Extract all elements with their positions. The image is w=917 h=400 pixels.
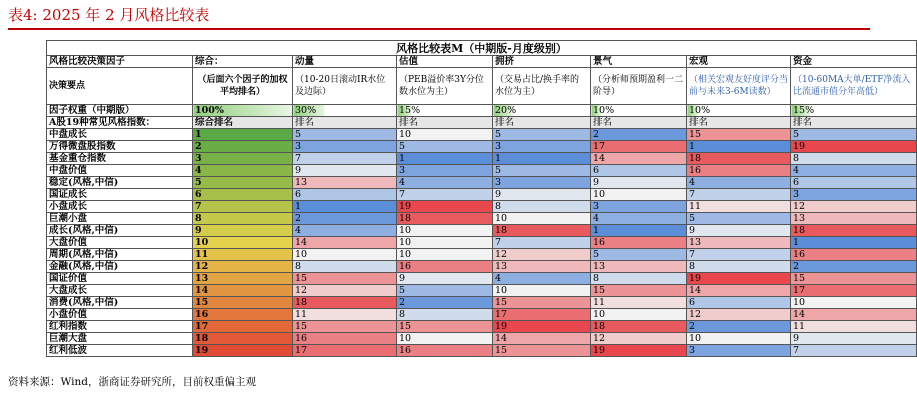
factor-rank-cell: 8 <box>493 201 591 213</box>
factor-rank-cell: 6 <box>791 177 917 189</box>
factor-rank-cell: 5 <box>493 129 591 141</box>
source-note: 资料来源：Wind，浙商证券研究所，目前权重偏主观 <box>8 376 256 388</box>
factor-rank-cell: 9 <box>591 177 687 189</box>
factor-rank-cell: 1 <box>791 237 917 249</box>
decision-point: （后面六个因子的加权平均排名） <box>193 68 293 105</box>
factor-rank-cell: 16 <box>791 249 917 261</box>
composite-rank-cell: 3 <box>193 153 293 165</box>
table-row <box>47 321 917 333</box>
column-header: 拥挤 <box>493 56 591 68</box>
factor-rank-cell: 9 <box>293 165 397 177</box>
factor-weight: 10% <box>591 105 687 117</box>
factor-rank-cell: 7 <box>493 237 591 249</box>
factor-rank-cell: 4 <box>493 273 591 285</box>
factor-rank-cell: 17 <box>791 285 917 297</box>
factor-rank-cell: 18 <box>791 225 917 237</box>
weight-label: 因子权重（中期版） <box>47 105 193 117</box>
factor-rank-cell: 16 <box>687 165 791 177</box>
style-index-name: 大盘成长 <box>47 285 193 297</box>
factor-rank-cell: 15 <box>293 321 397 333</box>
factor-rank-cell: 8 <box>591 273 687 285</box>
factor-rank-cell: 10 <box>493 213 591 225</box>
factor-rank-cell: 2 <box>293 213 397 225</box>
composite-rank-cell: 15 <box>193 297 293 309</box>
style-index-name: 小盘价值 <box>47 309 193 321</box>
table-row <box>47 129 917 141</box>
factor-rank-cell: 9 <box>397 273 493 285</box>
caption-rule <box>8 28 870 30</box>
rank-header: 排名 <box>293 117 397 129</box>
factor-rank-cell: 5 <box>687 213 791 225</box>
factor-rank-cell: 9 <box>493 189 591 201</box>
factor-rank-cell: 7 <box>293 153 397 165</box>
composite-rank-cell: 17 <box>193 321 293 333</box>
factor-rank-cell: 19 <box>791 141 917 153</box>
factor-rank-cell: 11 <box>687 201 791 213</box>
composite-rank-cell: 16 <box>193 309 293 321</box>
rank-header: 综合排名 <box>193 117 293 129</box>
factor-rank-cell: 9 <box>791 333 917 345</box>
factor-rank-cell: 15 <box>687 129 791 141</box>
factor-rank-cell: 4 <box>791 165 917 177</box>
factor-rank-cell: 5 <box>493 165 591 177</box>
factor-rank-cell: 4 <box>293 225 397 237</box>
style-index-name: 金融(风格,中信) <box>47 261 193 273</box>
style-index-name: 国证价值 <box>47 273 193 285</box>
factor-rank-cell: 10 <box>687 333 791 345</box>
decision-point: （PEB溢价率3Y分位数水位为主） <box>397 68 493 105</box>
factor-rank-cell: 8 <box>397 309 493 321</box>
style-index-name: 周期(风格,中信) <box>47 249 193 261</box>
column-header: 综合： <box>193 56 293 68</box>
composite-rank-cell: 11 <box>193 249 293 261</box>
decision-label: 决策要点 <box>47 68 193 105</box>
factor-rank-cell: 9 <box>687 225 791 237</box>
column-header: 资金 <box>791 56 917 68</box>
factor-rank-cell: 15 <box>397 321 493 333</box>
factor-rank-cell: 8 <box>791 153 917 165</box>
factor-rank-cell: 2 <box>791 261 917 273</box>
factor-rank-cell: 15 <box>293 273 397 285</box>
table-row <box>47 213 917 225</box>
table-row <box>47 177 917 189</box>
factor-rank-cell: 15 <box>493 297 591 309</box>
factor-rank-cell: 13 <box>293 177 397 189</box>
factor-rank-cell: 10 <box>293 249 397 261</box>
decision-point: （分析师预期盈利一二阶导） <box>591 68 687 105</box>
table-row <box>47 345 917 357</box>
factor-rank-cell: 10 <box>397 249 493 261</box>
factor-rank-cell: 14 <box>791 309 917 321</box>
table-row <box>47 225 917 237</box>
factor-rank-cell: 15 <box>791 273 917 285</box>
factor-rank-cell: 15 <box>493 345 591 357</box>
factor-rank-cell: 1 <box>397 153 493 165</box>
column-header: 估值 <box>397 56 493 68</box>
factor-rank-cell: 4 <box>687 177 791 189</box>
style-index-name: 红利指数 <box>47 321 193 333</box>
factor-rank-cell: 10 <box>591 309 687 321</box>
factor-weight: 20% <box>493 105 591 117</box>
factor-rank-cell: 2 <box>397 297 493 309</box>
rank-header: 排名 <box>791 117 917 129</box>
decision-point: （10-60MA大单/ETF净流入比流通市值分年高低） <box>791 68 917 105</box>
factor-rank-cell: 1 <box>493 153 591 165</box>
composite-rank-cell: 7 <box>193 201 293 213</box>
factor-rank-cell: 18 <box>293 297 397 309</box>
factor-rank-cell: 10 <box>397 129 493 141</box>
factor-rank-cell: 6 <box>687 297 791 309</box>
factor-rank-cell: 3 <box>493 177 591 189</box>
factor-rank-cell: 13 <box>687 237 791 249</box>
style-index-name: 稳定(风格,中信) <box>47 177 193 189</box>
factor-rank-cell: 3 <box>687 345 791 357</box>
style-index-name: 大盘价值 <box>47 237 193 249</box>
table-row <box>47 297 917 309</box>
style-index-name: 成长(风格,中信) <box>47 225 193 237</box>
table-row <box>47 141 917 153</box>
table-row <box>47 237 917 249</box>
factor-rank-cell: 7 <box>397 189 493 201</box>
table-row <box>47 261 917 273</box>
table-caption: 表4: 2025 年 2 月风格比较表 <box>8 6 210 24</box>
factor-rank-cell: 13 <box>591 261 687 273</box>
factor-rank-cell: 14 <box>687 285 791 297</box>
factor-rank-cell: 13 <box>493 261 591 273</box>
factor-weight: 15% <box>397 105 493 117</box>
style-index-name: 基金重仓指数 <box>47 153 193 165</box>
factor-rank-cell: 2 <box>687 321 791 333</box>
table-row <box>47 153 917 165</box>
factor-rank-cell: 8 <box>687 261 791 273</box>
factor-rank-cell: 12 <box>687 309 791 321</box>
composite-rank-cell: 13 <box>193 273 293 285</box>
factor-weight: 15% <box>791 105 917 117</box>
composite-rank-cell: 2 <box>193 141 293 153</box>
style-index-name: 巨潮小盘 <box>47 213 193 225</box>
factor-rank-cell: 10 <box>791 297 917 309</box>
factor-rank-cell: 4 <box>397 177 493 189</box>
factor-rank-cell: 10 <box>397 225 493 237</box>
column-header: 风格比较决策因子 <box>47 56 193 68</box>
factor-rank-cell: 3 <box>293 141 397 153</box>
factor-rank-cell: 14 <box>293 237 397 249</box>
factor-rank-cell: 16 <box>397 261 493 273</box>
style-index-name: 国证成长 <box>47 189 193 201</box>
style-comparison-table <box>46 40 917 357</box>
table-row <box>47 249 917 261</box>
composite-rank-cell: 8 <box>193 213 293 225</box>
factor-rank-cell: 11 <box>591 297 687 309</box>
factor-rank-cell: 5 <box>293 129 397 141</box>
factor-rank-cell: 17 <box>493 309 591 321</box>
table-row <box>47 165 917 177</box>
factor-rank-cell: 17 <box>591 141 687 153</box>
composite-rank-cell: 12 <box>193 261 293 273</box>
factor-rank-cell: 16 <box>293 333 397 345</box>
composite-rank-cell: 14 <box>193 285 293 297</box>
table-row <box>47 273 917 285</box>
factor-rank-cell: 18 <box>591 321 687 333</box>
index-header: A股19种常见风格指数： <box>47 117 193 129</box>
factor-weight: 30% <box>293 105 397 117</box>
factor-rank-cell: 15 <box>591 285 687 297</box>
factor-rank-cell: 1 <box>591 225 687 237</box>
decision-point: （交易占比/换手率的水位为主） <box>493 68 591 105</box>
factor-rank-cell: 18 <box>397 213 493 225</box>
factor-rank-cell: 3 <box>397 165 493 177</box>
composite-rank-cell: 10 <box>193 237 293 249</box>
style-index-name: 巨潮大盘 <box>47 333 193 345</box>
factor-rank-cell: 12 <box>293 285 397 297</box>
factor-rank-cell: 19 <box>493 321 591 333</box>
factor-rank-cell: 18 <box>493 225 591 237</box>
factor-rank-cell: 10 <box>397 333 493 345</box>
factor-rank-cell: 4 <box>591 213 687 225</box>
factor-rank-cell: 3 <box>493 141 591 153</box>
decision-point: （相关宏观友好度评分当前与未来3-6M读数） <box>687 68 791 105</box>
table-row <box>47 285 917 297</box>
factor-rank-cell: 10 <box>591 189 687 201</box>
factor-rank-cell: 7 <box>791 345 917 357</box>
factor-rank-cell: 12 <box>791 201 917 213</box>
factor-rank-cell: 5 <box>791 129 917 141</box>
factor-rank-cell: 19 <box>687 273 791 285</box>
table-title: 风格比较表M（中期版-月度级别） <box>47 41 917 56</box>
factor-rank-cell: 19 <box>591 345 687 357</box>
factor-rank-cell: 5 <box>397 141 493 153</box>
composite-rank-cell: 18 <box>193 333 293 345</box>
factor-rank-cell: 6 <box>591 165 687 177</box>
table-row <box>47 333 917 345</box>
factor-rank-cell: 1 <box>687 141 791 153</box>
style-index-name: 红利低波 <box>47 345 193 357</box>
factor-rank-cell: 12 <box>493 249 591 261</box>
factor-rank-cell: 7 <box>687 189 791 201</box>
style-index-name: 中盘成长 <box>47 129 193 141</box>
factor-rank-cell: 17 <box>293 345 397 357</box>
factor-rank-cell: 14 <box>493 333 591 345</box>
factor-weight: 10% <box>687 105 791 117</box>
factor-rank-cell: 2 <box>591 129 687 141</box>
composite-rank-cell: 9 <box>193 225 293 237</box>
rank-header: 排名 <box>687 117 791 129</box>
table-row <box>47 201 917 213</box>
rank-header: 排名 <box>591 117 687 129</box>
factor-rank-cell: 16 <box>591 237 687 249</box>
factor-rank-cell: 14 <box>591 153 687 165</box>
column-header: 宏观 <box>687 56 791 68</box>
factor-rank-cell: 10 <box>397 237 493 249</box>
composite-rank-cell: 4 <box>193 165 293 177</box>
table-row <box>47 189 917 201</box>
factor-rank-cell: 5 <box>397 285 493 297</box>
column-header: 景气 <box>591 56 687 68</box>
style-index-name: 中盘价值 <box>47 165 193 177</box>
factor-rank-cell: 3 <box>791 189 917 201</box>
style-index-name: 消费(风格,中信) <box>47 297 193 309</box>
factor-rank-cell: 19 <box>397 201 493 213</box>
factor-rank-cell: 1 <box>293 201 397 213</box>
factor-rank-cell: 8 <box>293 261 397 273</box>
style-index-name: 万得微盘股指数 <box>47 141 193 153</box>
composite-rank-cell: 1 <box>193 129 293 141</box>
factor-rank-cell: 13 <box>791 213 917 225</box>
factor-rank-cell: 6 <box>293 189 397 201</box>
style-comparison-table-wrapper <box>46 40 911 364</box>
composite-rank-cell: 5 <box>193 177 293 189</box>
decision-point: （10-20日滚动IR水位及边际） <box>293 68 397 105</box>
composite-rank-cell: 6 <box>193 189 293 201</box>
factor-rank-cell: 10 <box>493 285 591 297</box>
rank-header: 排名 <box>493 117 591 129</box>
factor-rank-cell: 18 <box>687 153 791 165</box>
factor-weight: 100% <box>193 105 293 117</box>
factor-rank-cell: 16 <box>397 345 493 357</box>
factor-rank-cell: 5 <box>591 249 687 261</box>
factor-rank-cell: 3 <box>591 201 687 213</box>
factor-rank-cell: 11 <box>293 309 397 321</box>
factor-rank-cell: 11 <box>791 321 917 333</box>
style-index-name: 小盘成长 <box>47 201 193 213</box>
factor-rank-cell: 7 <box>687 249 791 261</box>
column-header: 动量 <box>293 56 397 68</box>
table-row <box>47 309 917 321</box>
composite-rank-cell: 19 <box>193 345 293 357</box>
factor-rank-cell: 12 <box>591 333 687 345</box>
rank-header: 排名 <box>397 117 493 129</box>
